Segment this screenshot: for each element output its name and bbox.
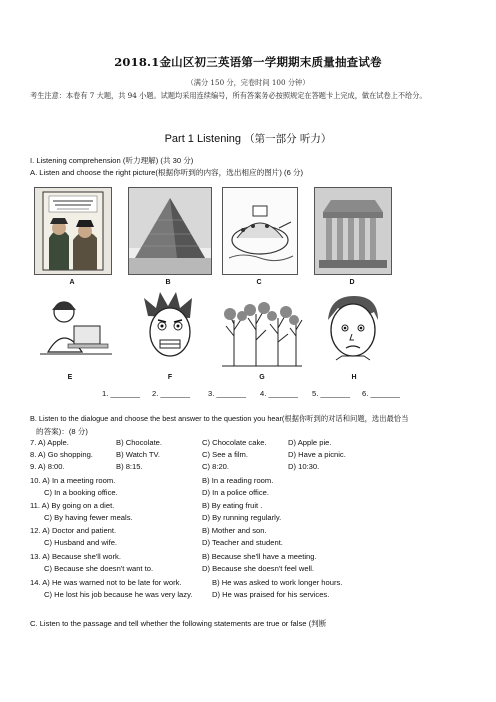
picture-label-c: C <box>256 279 262 286</box>
picture-label-g: G <box>259 374 265 381</box>
question-8-d[interactable]: D) Have a picnic. <box>288 450 346 459</box>
question-13-b[interactable]: B) Because she'll have a meeting. <box>202 552 317 561</box>
question-13-d[interactable]: D) Because she doesn't feel well. <box>202 564 315 573</box>
section-b-heading: B. Listen to the dialogue and choose the best answer to the question you hear(根据你听到的对话和问题，选出最恰当 <box>30 414 409 423</box>
page-title: 2018.1金山区初三英语第一学期期末质量抽查试卷 <box>114 55 382 69</box>
part-title <box>0 131 496 146</box>
question-7-d[interactable]: D) Apple pie. <box>288 438 332 447</box>
question-9-b[interactable]: B) 8:15. <box>116 462 143 471</box>
section-i-heading: I. Listening comprehension (听力理解) (共 30 分) <box>30 156 194 165</box>
question-13-a[interactable]: 13. A) Because she'll work. <box>30 552 121 561</box>
section-c-heading: C. Listen to the passage and tell whether the following statements are true or false (判断 <box>30 619 327 628</box>
question-11-d[interactable]: D) By running regularly. <box>202 513 282 522</box>
question-9-d[interactable]: D) 10:30. <box>288 462 320 471</box>
answer-blank-6[interactable]: 6. _______ <box>362 389 401 398</box>
question-10-a[interactable]: 10. A) In a meeting room. <box>30 476 116 485</box>
question-8-c[interactable]: C) See a film. <box>202 450 248 459</box>
part-title-cn: （第一部分 听力） <box>244 133 332 145</box>
picture-label-e: E <box>67 374 73 381</box>
trees-icon <box>220 290 304 370</box>
question-10-c[interactable]: C) In a booking office. <box>44 488 118 497</box>
question-9-a[interactable]: 9. A) 8:00. <box>30 462 65 471</box>
woman-laptop-icon <box>34 290 116 368</box>
question-12-b[interactable]: B) Mother and son. <box>202 526 267 535</box>
question-11-c[interactable]: C) By having fewer meals. <box>44 513 133 522</box>
boy-face-icon <box>316 290 390 368</box>
answer-blank-5[interactable]: 5. _______ <box>312 389 351 398</box>
section-b-heading-2: 的答案)：(8 分) <box>36 427 88 436</box>
question-7-a[interactable]: 7. A) Apple. <box>30 438 69 447</box>
question-14-d[interactable]: D) He was praised for his services. <box>212 590 330 599</box>
question-7-b[interactable]: B) Chocolate. <box>116 438 163 447</box>
answer-blank-2[interactable]: 2. _______ <box>152 389 191 398</box>
question-14-c[interactable]: C) He lost his job because he was very lazy. <box>44 590 193 599</box>
exam-notice: 考生注意：本卷有 7 大题，共 94 小题。试题均采用连续编号，所有答案务必按照规定在答题卡上完成，做在试卷上不给分。 <box>30 91 427 100</box>
question-14-a[interactable]: 14. A) He was warned not to be late for work. <box>30 578 182 587</box>
picture-label-f: F <box>167 374 173 381</box>
picture-label-b: B <box>165 279 171 286</box>
answer-blank-4[interactable]: 4. _______ <box>260 389 299 398</box>
teapot-boat-icon <box>222 187 298 275</box>
question-10-d[interactable]: D) In a police office. <box>202 488 269 497</box>
exam-info: （满分 150 分，完卷时间 100 分钟） <box>186 78 310 87</box>
pyramid-icon <box>128 187 212 275</box>
question-12-d[interactable]: D) Teacher and student. <box>202 538 283 547</box>
picture-label-a: A <box>69 279 75 286</box>
greek-temple-icon <box>314 187 392 275</box>
picture-label-d: D <box>349 279 355 286</box>
part-title-en: Part 1 Listening <box>164 133 242 145</box>
answer-blank-1[interactable]: 1. _______ <box>102 389 141 398</box>
question-7-c[interactable]: C) Chocolate cake. <box>202 438 267 447</box>
question-10-b[interactable]: B) In a reading room. <box>202 476 274 485</box>
book-cover-sherlock-icon <box>34 187 112 275</box>
angry-man-icon <box>134 290 206 370</box>
question-11-a[interactable]: 11. A) By going on a diet. <box>30 501 115 510</box>
question-14-b[interactable]: B) He was asked to work longer hours. <box>212 578 343 587</box>
question-13-c[interactable]: C) Because she doesn't want to. <box>44 564 154 573</box>
answer-blank-3[interactable]: 3. _______ <box>208 389 247 398</box>
picture-label-h: H <box>351 374 357 381</box>
question-8-b[interactable]: B) Watch TV. <box>116 450 161 459</box>
question-9-c[interactable]: C) 8:20. <box>202 462 230 471</box>
question-12-c[interactable]: C) Husband and wife. <box>44 538 118 547</box>
question-8-a[interactable]: 8. A) Go shopping. <box>30 450 93 459</box>
question-11-b[interactable]: B) By eating fruit . <box>202 501 263 510</box>
question-12-a[interactable]: 12. A) Doctor and patient. <box>30 526 117 535</box>
section-a-heading: A. Listen and choose the right picture(根据你听到的内容，选出相应的图片) (6 分) <box>30 168 304 177</box>
